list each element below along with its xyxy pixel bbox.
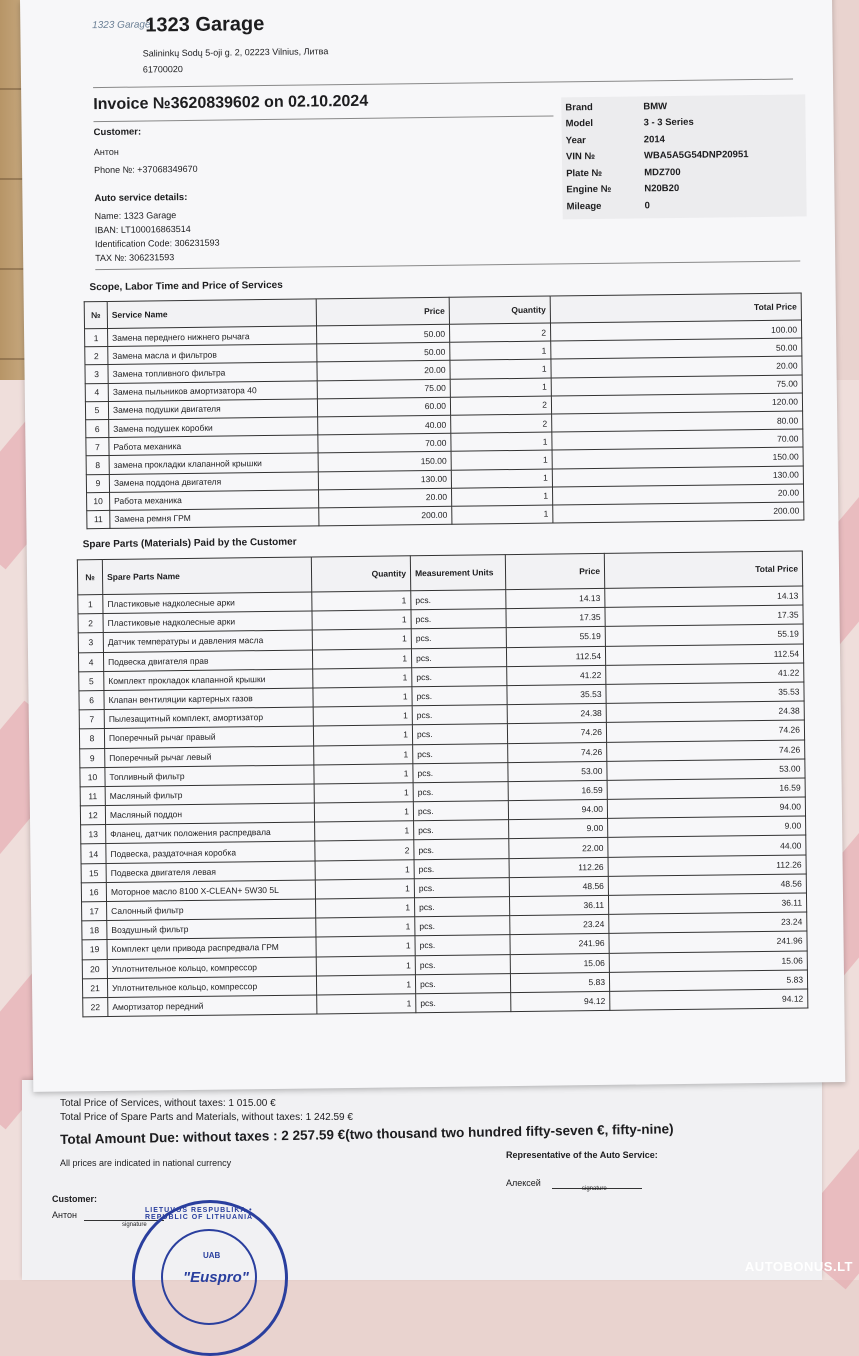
part-name: Масляный поддон — [105, 803, 314, 825]
part-total: 74.26 — [606, 720, 804, 742]
vehicle-value: MDZ700 — [644, 166, 681, 179]
part-quantity: 1 — [314, 802, 413, 822]
part-price: 36.11 — [509, 895, 608, 915]
part-unit: pcs. — [414, 820, 509, 840]
part-unit: pcs. — [412, 686, 507, 706]
part-price: 55.19 — [506, 627, 605, 647]
row-number: 6 — [86, 419, 109, 437]
part-total: 36.11 — [608, 893, 806, 915]
service-price: 50.00 — [317, 342, 450, 362]
part-quantity: 1 — [313, 706, 412, 726]
vehicle-row — [562, 195, 806, 214]
amount-due-line: Total Amount Due: without taxes : 2 257.59 €(two thousand two hundred fifty-seven €, fifty-nine) — [60, 1121, 674, 1147]
part-quantity: 1 — [313, 687, 412, 707]
stamp-ring-text: LIETUVOS RESPUBLIKA • REPUBLIC OF LITHUANIA — [145, 1207, 254, 1221]
part-unit: pcs. — [415, 916, 510, 936]
part-unit: pcs. — [415, 935, 510, 955]
part-name: Пылезащитный комплект, амортизатор — [104, 707, 313, 729]
part-unit: pcs. — [413, 762, 508, 782]
part-price: 23.24 — [510, 915, 609, 935]
service-total: 120.00 — [551, 393, 802, 414]
customer-name: Антон — [93, 146, 119, 158]
vehicle-label: Plate № — [566, 167, 603, 180]
part-unit: pcs. — [412, 666, 507, 686]
part-price: 15.06 — [510, 953, 609, 973]
service-total: 150.00 — [552, 447, 803, 468]
col-no: № — [77, 560, 102, 595]
part-quantity: 1 — [316, 898, 415, 918]
services-total-line: Total Price of Services, without taxes: 1 015.00 € — [60, 1098, 276, 1109]
part-name: Подвеска двигателя прав — [103, 650, 312, 672]
part-name: Салонный фильтр — [107, 899, 316, 921]
row-number: 5 — [85, 401, 108, 419]
row-number: 2 — [78, 614, 103, 633]
part-total: 112.26 — [608, 855, 806, 877]
currency-note: All prices are indicated in national currency — [60, 1158, 232, 1168]
stamp-inner-ring — [161, 1229, 257, 1325]
part-name: Комплект цели привода распредвала ГРМ — [107, 937, 316, 959]
service-name: Замена ремня ГРМ — [110, 508, 319, 529]
col-service-name: Service Name — [107, 299, 316, 329]
details-divider — [95, 260, 800, 270]
row-number: 21 — [82, 978, 107, 997]
customer-phone: Phone №: +37068349670 — [94, 163, 198, 176]
service-total: 75.00 — [551, 375, 802, 396]
service-price: 70.00 — [318, 433, 451, 453]
service-total: 100.00 — [550, 320, 801, 341]
part-quantity: 2 — [315, 840, 414, 860]
part-price: 41.22 — [507, 665, 606, 685]
stamp-org-type: UAB — [203, 1251, 221, 1260]
service-quantity: 1 — [451, 487, 552, 506]
service-price: 20.00 — [317, 361, 450, 381]
part-unit: pcs. — [414, 877, 509, 897]
part-total: 55.19 — [605, 624, 803, 646]
representative-label: Representative of the Auto Service: — [506, 1150, 658, 1160]
service-total: 20.00 — [552, 484, 803, 505]
company-stamp — [132, 1200, 288, 1356]
vehicle-value: N20B20 — [644, 183, 680, 195]
company-code: 61700020 — [142, 64, 183, 75]
service-iban: IBAN: LT100016863514 — [94, 223, 191, 236]
service-total: 70.00 — [552, 429, 803, 450]
part-total: 15.06 — [609, 951, 807, 973]
part-price: 112.26 — [509, 857, 608, 877]
vehicle-label: Brand — [565, 101, 593, 114]
row-number: 3 — [78, 633, 103, 652]
part-name: Амортизатор передний — [108, 995, 317, 1017]
part-total: 16.59 — [607, 778, 805, 800]
part-price: 14.13 — [506, 588, 605, 608]
part-unit: pcs. — [413, 743, 508, 763]
company-name: 1323 Garage — [145, 13, 265, 37]
part-total: 53.00 — [607, 759, 805, 781]
part-unit: pcs. — [412, 724, 507, 744]
row-number: 9 — [86, 474, 109, 492]
part-unit: pcs. — [413, 801, 508, 821]
part-quantity: 1 — [314, 783, 413, 803]
part-quantity: 1 — [314, 744, 413, 764]
part-quantity: 1 — [317, 994, 416, 1014]
row-number: 3 — [85, 365, 108, 383]
site-watermark: AUTOBONUS.LT — [744, 1259, 853, 1274]
part-total: 9.00 — [608, 816, 806, 838]
row-number: 4 — [78, 652, 103, 671]
service-total: 130.00 — [552, 465, 803, 486]
part-quantity: 1 — [313, 668, 412, 688]
part-name: Пластиковые надколесные арки — [103, 611, 312, 633]
service-name: Замена подушки двигателя — [108, 399, 317, 420]
part-total: 23.24 — [609, 912, 807, 934]
row-number: 13 — [81, 825, 106, 844]
col-quantity: Quantity — [449, 296, 550, 324]
part-name: Уплотнительное кольцо, компрессор — [107, 957, 316, 979]
part-quantity: 1 — [316, 974, 415, 994]
part-quantity: 1 — [316, 955, 415, 975]
part-total: 14.13 — [605, 586, 803, 608]
col-quantity: Quantity — [311, 556, 410, 592]
vehicle-value: 0 — [644, 200, 650, 212]
part-unit: pcs. — [411, 628, 506, 648]
service-name: Работа механика — [110, 490, 319, 511]
part-price: 24.38 — [507, 704, 606, 724]
part-total: 35.53 — [606, 682, 804, 704]
part-total: 74.26 — [607, 739, 805, 761]
part-quantity: 1 — [312, 591, 411, 611]
part-price: 53.00 — [508, 761, 607, 781]
title-underline — [93, 115, 553, 122]
service-total: 80.00 — [552, 411, 803, 432]
invoice-title: Invoice №3620839602 on 02.10.2024 — [93, 92, 369, 114]
col-no: № — [84, 301, 107, 328]
part-price: 16.59 — [508, 780, 607, 800]
part-quantity: 1 — [312, 629, 411, 649]
services-table — [84, 292, 805, 529]
part-quantity: 1 — [315, 879, 414, 899]
row-number: 16 — [81, 882, 106, 901]
part-name: Воздушный фильтр — [107, 918, 316, 940]
part-total: 41.22 — [606, 663, 804, 685]
part-price: 74.26 — [508, 742, 607, 762]
row-number: 22 — [83, 997, 108, 1016]
row-number: 6 — [79, 690, 104, 709]
part-name: Клапан вентиляции картерных газов — [104, 688, 313, 710]
service-quantity: 1 — [450, 341, 551, 360]
service-quantity: 1 — [450, 378, 551, 397]
service-quantity: 2 — [449, 323, 550, 342]
part-name: Масляный фильтр — [105, 784, 314, 806]
service-quantity: 1 — [451, 450, 552, 469]
part-unit: pcs. — [415, 973, 510, 993]
garage-logo: 1323 Garage — [92, 19, 151, 32]
part-quantity: 1 — [315, 821, 414, 841]
row-number: 17 — [82, 902, 107, 921]
parts-total-line: Total Price of Spare Parts and Materials, without taxes: 1 242.59 € — [60, 1112, 353, 1123]
service-name: Замена поддона двигателя — [109, 471, 318, 492]
part-name: Топливный фильтр — [105, 765, 314, 787]
services-section-title: Scope, Labor Time and Price of Services — [89, 279, 283, 294]
row-number: 14 — [81, 844, 106, 863]
part-name: Комплект прокладок клапанной крышки — [104, 669, 313, 691]
part-price: 9.00 — [509, 819, 608, 839]
col-units: Measurement Units — [410, 555, 505, 591]
row-number: 11 — [87, 510, 110, 528]
customer-label: Customer: — [93, 126, 142, 139]
col-price: Price — [505, 553, 604, 589]
parts-table — [77, 550, 809, 1017]
row-number: 12 — [80, 806, 105, 825]
row-number: 2 — [85, 347, 108, 365]
part-unit: pcs. — [413, 781, 508, 801]
row-number: 11 — [80, 786, 105, 805]
part-price: 74.26 — [507, 723, 606, 743]
service-quantity: 1 — [451, 432, 552, 451]
service-price: 75.00 — [317, 379, 450, 399]
service-name: Name: 1323 Garage — [94, 210, 177, 222]
part-price: 35.53 — [507, 684, 606, 704]
part-price: 112.54 — [506, 646, 605, 666]
service-quantity: 2 — [450, 396, 551, 415]
service-total: 20.00 — [551, 356, 802, 377]
service-name: Замена подушек коробки — [109, 417, 318, 438]
parts-section-title: Spare Parts (Materials) Paid by the Customer — [82, 536, 297, 551]
part-total: 5.83 — [609, 970, 807, 992]
vehicle-value: 3 - 3 Series — [643, 117, 694, 129]
service-price: 60.00 — [317, 397, 450, 417]
customer-sign-label: Customer: — [52, 1194, 98, 1204]
row-number: 19 — [82, 940, 107, 959]
part-name: Моторное масло 8100 X-CLEAN+ 5W30 5L — [106, 880, 315, 902]
vehicle-value: BMW — [643, 100, 668, 113]
customer-sign-name: Антон — [52, 1210, 77, 1220]
service-name: замена прокладки клапанной крышки — [109, 453, 318, 474]
vehicle-label: Mileage — [566, 200, 602, 213]
row-number: 8 — [86, 456, 109, 474]
part-quantity: 1 — [315, 859, 414, 879]
service-name: Замена пыльников амортизатора 40 — [108, 380, 317, 401]
company-address: Salininkų Sodų 5-oji g. 2, 02223 Vilnius, Литва — [142, 46, 329, 59]
part-name: Пластиковые надколесные арки — [103, 592, 312, 614]
part-name: Подвеска двигателя левая — [106, 861, 315, 883]
part-total: 24.38 — [606, 701, 804, 723]
part-price: 22.00 — [509, 838, 608, 858]
part-total: 94.12 — [610, 989, 808, 1011]
vehicle-value: 2014 — [643, 133, 665, 146]
service-details-label: Auto service details: — [94, 191, 188, 205]
part-unit: pcs. — [411, 590, 506, 610]
part-unit: pcs. — [414, 839, 509, 859]
row-number: 4 — [85, 383, 108, 401]
col-total: Total Price — [604, 551, 802, 588]
row-number: 10 — [87, 492, 110, 510]
part-unit: pcs. — [414, 897, 509, 917]
col-total: Total Price — [550, 293, 801, 323]
service-price: 130.00 — [318, 470, 451, 490]
service-price: 200.00 — [319, 506, 452, 526]
representative-signature-caption: signature — [582, 1186, 607, 1192]
row-number: 7 — [79, 710, 104, 729]
row-number: 1 — [85, 328, 108, 346]
col-part-name: Spare Parts Name — [102, 557, 311, 595]
service-quantity: 1 — [451, 469, 552, 488]
part-name: Поперечный рычаг левый — [105, 745, 314, 767]
customer-signature-caption: signature — [122, 1222, 147, 1228]
part-name: Уплотнительное кольцо, компрессор — [107, 976, 316, 998]
row-number: 15 — [81, 863, 106, 882]
part-total: 112.54 — [605, 644, 803, 666]
part-quantity: 1 — [313, 725, 412, 745]
part-price: 94.12 — [511, 991, 610, 1011]
row-number: 20 — [82, 959, 107, 978]
part-unit: pcs. — [411, 647, 506, 667]
part-quantity: 1 — [316, 936, 415, 956]
vehicle-label: Model — [565, 118, 594, 130]
part-name: Фланец, датчик положения распредвала — [106, 822, 315, 844]
representative-name: Алексей — [506, 1178, 541, 1188]
service-total: 200.00 — [553, 502, 804, 523]
part-unit: pcs. — [411, 609, 506, 629]
part-quantity: 1 — [316, 917, 415, 937]
service-price: 20.00 — [319, 488, 452, 508]
part-total: 17.35 — [605, 605, 803, 627]
part-name: Поперечный рычаг правый — [104, 726, 313, 748]
vehicle-label: Engine № — [566, 184, 612, 196]
row-number: 8 — [79, 729, 104, 748]
part-quantity: 1 — [312, 648, 411, 668]
service-quantity: 1 — [452, 505, 553, 524]
vehicle-label: Year — [565, 134, 586, 147]
row-number: 1 — [78, 595, 103, 614]
service-name: Замена топливного фильтра — [108, 362, 317, 383]
row-number: 10 — [80, 767, 105, 786]
row-number: 9 — [80, 748, 105, 767]
service-price: 50.00 — [317, 324, 450, 344]
service-price: 40.00 — [318, 415, 451, 435]
part-total: 94.00 — [607, 797, 805, 819]
part-price: 17.35 — [506, 608, 605, 628]
service-name: Работа механика — [109, 435, 318, 456]
part-price: 5.83 — [510, 972, 609, 992]
part-unit: pcs. — [412, 705, 507, 725]
part-total: 48.56 — [608, 874, 806, 896]
stamp-name: "Euspro" — [183, 1269, 249, 1286]
header-divider — [93, 79, 793, 89]
service-identification: Identification Code: 306231593 — [94, 237, 220, 250]
part-price: 48.56 — [509, 876, 608, 896]
part-total: 44.00 — [608, 835, 806, 857]
invoice-page-1 — [20, 0, 845, 1092]
part-name: Датчик температуры и давления масла — [103, 630, 312, 652]
part-total: 241.96 — [609, 931, 807, 953]
vehicle-info-panel — [561, 94, 806, 218]
part-name: Подвеска, раздаточная коробка — [106, 841, 315, 863]
service-total: 50.00 — [551, 338, 802, 359]
part-price: 241.96 — [510, 934, 609, 954]
part-unit: pcs. — [416, 993, 511, 1013]
vehicle-label: VIN № — [565, 151, 596, 163]
part-unit: pcs. — [414, 858, 509, 878]
service-quantity: 1 — [450, 359, 551, 378]
row-number: 7 — [86, 438, 109, 456]
service-tax: TAX №: 306231593 — [95, 252, 175, 264]
service-quantity: 2 — [451, 414, 552, 433]
vehicle-value: WBA5A5G54DNP20951 — [643, 149, 749, 162]
row-number: 18 — [82, 921, 107, 940]
invoice-page-2 — [22, 1080, 822, 1286]
part-quantity: 1 — [312, 610, 411, 630]
row-number: 5 — [79, 671, 104, 690]
part-price: 94.00 — [508, 799, 607, 819]
part-unit: pcs. — [415, 954, 510, 974]
service-name: Замена масла и фильтров — [108, 344, 317, 365]
service-price: 150.00 — [318, 452, 451, 472]
col-price: Price — [316, 297, 449, 326]
part-quantity: 1 — [314, 763, 413, 783]
service-name: Замена переднего нижнего рычага — [108, 326, 317, 347]
